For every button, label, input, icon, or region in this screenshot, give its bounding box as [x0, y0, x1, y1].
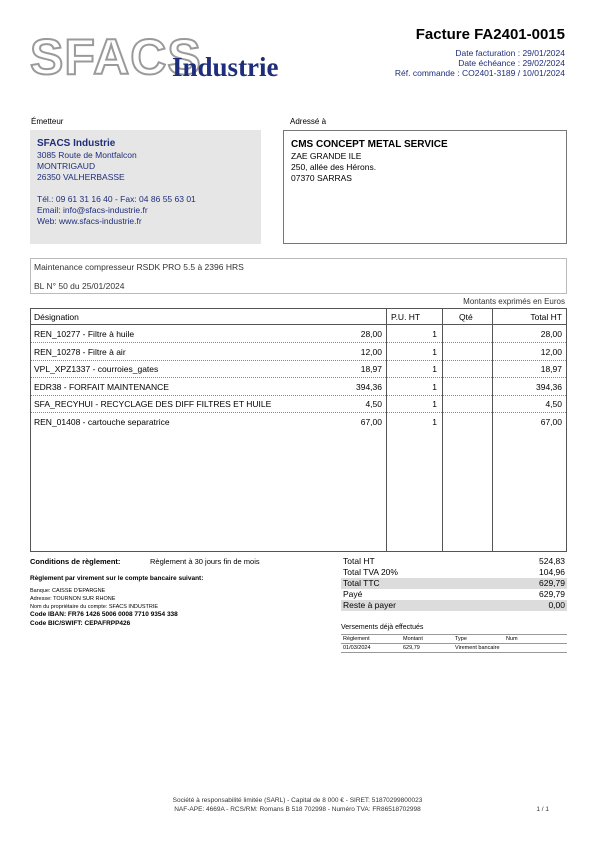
- emitter-address-line: MONTRIGAUD: [37, 161, 96, 171]
- row-qty: 1: [432, 329, 437, 339]
- row-qty: 1: [432, 399, 437, 409]
- bank-owner: Nom du propriétaire du compte: SFACS INDUSTRIE: [30, 604, 159, 610]
- payments-header-montant: Montant: [403, 636, 423, 642]
- totals-value: 104,96: [539, 567, 565, 577]
- payment-conditions-value: Règlement à 30 jours fin de mois: [150, 557, 260, 566]
- recipient-address-line: 250, allée des Hérons.: [291, 162, 377, 172]
- emitter-label: Émetteur: [31, 117, 64, 126]
- totals-row: [341, 567, 567, 578]
- ref-commande: Réf. commande : CO2401-3189 / 10/01/2024: [394, 68, 565, 78]
- bank-name: Banque: CAISSE D'EPARGNE: [30, 588, 106, 594]
- row-pu: 12,00: [360, 346, 382, 357]
- row-qty: 1: [432, 416, 437, 427]
- row-designation: REN_01408 - cartouche separatrice: [34, 416, 170, 427]
- footer-legal-line1: Société à responsabilité limitée (SARL) - Capital de 8 000 € - SIRET: 51870299800023: [172, 797, 423, 804]
- row-total: 28,00: [540, 329, 562, 339]
- row-total: 67,00: [540, 416, 562, 427]
- page-number: 1 / 1: [536, 806, 549, 813]
- bank-bic: Code BIC/SWIFT: CEPAFRPP426: [30, 620, 131, 627]
- items-table: [30, 308, 567, 552]
- emitter-address-line: 3085 Route de Montfalcon: [37, 150, 137, 160]
- payment-date: 01/03/2024: [343, 645, 371, 651]
- items-table-header: [31, 309, 566, 325]
- totals-label: Reste à payer: [343, 600, 396, 610]
- bank-transfer-title: Règlement par virement sur le compte bancaire suivant:: [30, 575, 204, 582]
- recipient-address-line: ZAE GRANDE ILE: [291, 151, 362, 161]
- payments-header-num: Num: [506, 636, 518, 642]
- recipient-address-line: 07370 SARRAS: [291, 173, 352, 183]
- payments-header-reglement: Règlement: [343, 636, 370, 642]
- row-designation: SFA_RECYHUI - RECYCLAGE DES DIFF FILTRES ET HUILE: [34, 399, 272, 409]
- object-line: Maintenance compresseur RSDK PRO 5.5 à 2396 HRS: [34, 262, 244, 272]
- row-designation: REN_10277 - Filtre à huile: [34, 329, 135, 339]
- currency-note: Montants exprimés en Euros: [463, 297, 565, 306]
- bank-address: Adresse: TOURNON SUR RHONE: [30, 596, 116, 602]
- row-total: 18,97: [540, 364, 562, 374]
- payments-header: [341, 634, 567, 644]
- recipient-label: Adressé à: [290, 117, 327, 126]
- emitter-address-line: 26350 VALHERBASSE: [37, 172, 125, 182]
- row-qty: 1: [432, 381, 437, 392]
- company-logo: [30, 30, 300, 85]
- totals-value: 524,83: [539, 556, 565, 566]
- row-qty: 1: [432, 364, 437, 374]
- emitter-email: Email: info@sfacs-industrie.fr: [37, 205, 148, 215]
- date-echeance: Date échéance : 29/02/2024: [458, 58, 565, 68]
- totals-label: Total TTC: [343, 578, 380, 588]
- emitter-box: [30, 130, 261, 244]
- emitter-phone: Tél.: 09 61 31 16 40 - Fax: 04 86 55 63 01: [37, 194, 196, 204]
- row-designation: VPL_XPZ1337 - courroies_gates: [34, 364, 159, 374]
- totals-row: [341, 600, 567, 611]
- recipient-box: [283, 130, 567, 244]
- date-facturation: Date facturation : 29/01/2024: [455, 48, 565, 58]
- payment-type: Virement bancaire: [455, 645, 500, 651]
- bank-iban: Code IBAN: FR76 1426 5006 0008 7710 9354 338: [30, 611, 178, 618]
- row-designation: EDR38 - FORFAIT MAINTENANCE: [34, 381, 169, 392]
- payments-title: Versements déjà effectués: [341, 624, 424, 631]
- row-qty: 1: [432, 346, 437, 357]
- row-pu: 394,36: [356, 381, 382, 392]
- logo-sfacs-text: SFACS: [30, 29, 202, 85]
- payments-header-type: Type: [455, 636, 467, 642]
- row-total: 12,00: [540, 346, 562, 357]
- invoice-title: Facture FA2401-0015: [415, 26, 565, 43]
- totals-label: Total HT: [343, 556, 375, 566]
- totals-label: Payé: [343, 589, 363, 599]
- header-qty: Qté: [459, 312, 473, 322]
- payments-row: [341, 644, 567, 653]
- totals-value: 629,79: [539, 589, 565, 599]
- row-pu: 18,97: [360, 364, 382, 374]
- recipient-name: CMS CONCEPT METAL SERVICE: [291, 139, 448, 150]
- totals-row: [341, 556, 567, 567]
- invoice-object-box: [30, 258, 567, 294]
- row-total: 394,36: [536, 381, 562, 392]
- header-total: Total HT: [530, 312, 562, 322]
- totals-row: [341, 589, 567, 600]
- payment-amount: 629,79: [403, 645, 420, 651]
- emitter-web: Web: www.sfacs-industrie.fr: [37, 216, 142, 226]
- row-designation: REN_10278 - Filtre à air: [34, 346, 126, 357]
- emitter-name: SFACS Industrie: [37, 138, 116, 149]
- totals-value: 0,00: [548, 600, 565, 610]
- footer-legal-line2: NAF-APE: 4669A - RCS/RM: Romans B 518 702998 - Numéro TVA: FR86518702998: [174, 806, 421, 813]
- row-pu: 28,00: [360, 329, 382, 339]
- totals-value: 629,79: [539, 578, 565, 588]
- row-total: 4,50: [545, 399, 562, 409]
- row-pu: 67,00: [360, 416, 382, 427]
- row-pu: 4,50: [365, 399, 382, 409]
- payments-table: [341, 634, 567, 653]
- object-line: BL N° 50 du 25/01/2024: [34, 281, 125, 291]
- totals-row: [341, 578, 567, 589]
- totals-box: [341, 556, 567, 611]
- payment-conditions-label: Conditions de règlement:: [30, 557, 121, 566]
- header-pu: P.U. HT: [391, 312, 421, 322]
- header-designation: Désignation: [34, 312, 79, 322]
- totals-label: Total TVA 20%: [343, 567, 398, 577]
- logo-industrie-text: Industrie: [172, 52, 279, 82]
